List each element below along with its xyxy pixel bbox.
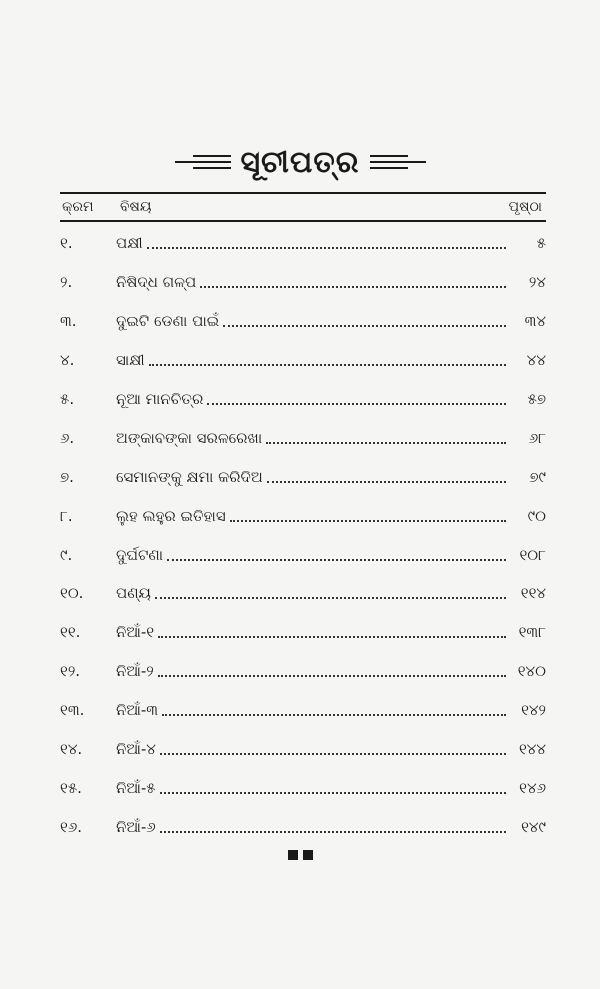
page-title: ସୂଚୀପତ୍ର: [240, 144, 360, 180]
dot-leader: [223, 325, 506, 327]
entry-number: ୧୧.: [60, 623, 81, 642]
dot-leader: [147, 247, 506, 249]
entry-number: ୧୬.: [60, 817, 83, 836]
entry-subject: ଦୁଇଟି ଡେଣା ପାଇଁ: [116, 312, 220, 331]
list-item: [60, 380, 546, 419]
dot-leader: [162, 714, 506, 716]
entry-page: ୯୦: [527, 506, 546, 525]
entry-subject: ନିଷିଦ୍ଧ ଗଳ୍ପ: [116, 273, 197, 292]
dot-leader: [167, 559, 506, 561]
entry-number: ୯.: [60, 545, 73, 564]
list-item: [60, 302, 546, 341]
entry-number: ୫.: [60, 390, 75, 408]
entry-number: ୪.: [60, 351, 75, 370]
entry-subject: ଲୁହ ଲହୁର ଇତିହାସ: [116, 506, 226, 525]
entry-subject: ନିଆଁ-୩: [116, 701, 159, 720]
entry-page: ୧୦୮: [519, 545, 546, 564]
entry-subject: ପଣ୍ୟ: [116, 584, 151, 603]
entry-subject: ସେମାନଙ୍କୁ କ୍ଷମା କରିଦିଅ: [116, 467, 263, 486]
entry-page: ୧୪୯: [521, 817, 546, 836]
end-square-left: [288, 850, 298, 860]
entry-subject: ନିଆଁ-୪: [116, 740, 156, 759]
dot-leader: [207, 403, 506, 405]
entry-subject: ନିଆଁ-୬: [116, 817, 156, 836]
dot-leader: [230, 520, 506, 522]
entry-number: ୨.: [60, 273, 73, 292]
entry-subject: ଅଙ୍କାବଙ୍କା ସରଳରେଖା: [116, 428, 263, 447]
entry-page: ୩୪: [524, 312, 546, 331]
list-item: [60, 263, 546, 302]
list-item: [60, 807, 546, 846]
entry-number: ୬.: [60, 428, 75, 447]
entry-page: ୫୭: [527, 390, 546, 408]
contents-list: [60, 224, 546, 846]
list-item: [60, 224, 546, 263]
entry-number: ୧୨.: [60, 662, 81, 681]
dot-leader: [158, 675, 506, 677]
entry-number: ୧.: [60, 234, 73, 253]
list-item: [60, 691, 546, 730]
dot-leader: [160, 831, 506, 833]
dot-leader: [266, 442, 506, 444]
entry-number: ୧୦.: [60, 584, 84, 603]
list-item: [60, 535, 546, 574]
entry-subject: ନିଆଁ-୨: [116, 662, 154, 681]
entry-page: ୧୪୦: [517, 662, 546, 681]
entry-subject: ସାକ୍ଷୀ: [116, 351, 145, 370]
entry-page: ୪୪: [526, 351, 546, 370]
title-block: [0, 140, 600, 184]
entry-page: ୧୩୮: [518, 623, 546, 642]
entry-number: ୭.: [60, 467, 74, 486]
list-item: [60, 496, 546, 535]
list-item: [60, 768, 546, 807]
entry-page: ୧୪୬: [519, 778, 546, 797]
entry-subject: ପକ୍ଷୀ: [116, 234, 143, 253]
title-ornament-left: [175, 155, 231, 169]
list-item: [60, 457, 546, 496]
end-square-right: [303, 850, 313, 860]
entry-page: ୨୪: [528, 273, 546, 292]
entry-page: ୭୯: [529, 467, 546, 486]
header-subject: ବିଷୟ: [120, 199, 152, 215]
entry-subject: ନୂଆ ମାନଚିତ୍ର: [116, 390, 204, 408]
header-page: ପୃଷ୍ଠା: [508, 199, 542, 215]
dot-leader: [267, 481, 506, 483]
entry-subject: ନିଆଁ-୫: [116, 778, 156, 797]
end-mark: [0, 850, 600, 860]
list-item: [60, 418, 546, 457]
dot-leader: [155, 597, 506, 599]
entry-page: ୧୧୪: [520, 584, 546, 603]
list-item: [60, 574, 546, 613]
header-number: କ୍ରମ: [62, 199, 94, 215]
dot-leader: [149, 364, 506, 366]
entry-page: ୧୪୨: [521, 701, 546, 720]
entry-number: ୩.: [60, 312, 77, 331]
title-ornament-right: [370, 155, 426, 169]
entry-subject: ନିଆଁ-୧: [116, 623, 155, 642]
list-item: [60, 730, 546, 769]
table-header: [60, 192, 546, 222]
list-item: [60, 652, 546, 691]
dot-leader: [200, 286, 506, 288]
entry-page: ୧୪୪: [518, 740, 546, 759]
entry-number: ୧୩.: [60, 701, 85, 720]
entry-number: ୧୫.: [60, 778, 82, 797]
entry-page: ୬୮: [528, 428, 546, 447]
entry-number: ୧୪.: [60, 740, 83, 759]
list-item: [60, 613, 546, 652]
dot-leader: [158, 636, 506, 638]
dot-leader: [160, 753, 506, 755]
entry-number: ୮.: [60, 506, 73, 525]
list-item: [60, 341, 546, 380]
entry-page: ୫: [536, 234, 546, 253]
entry-subject: ଦୁର୍ଘଟଣା: [116, 545, 164, 564]
dot-leader: [160, 792, 506, 794]
